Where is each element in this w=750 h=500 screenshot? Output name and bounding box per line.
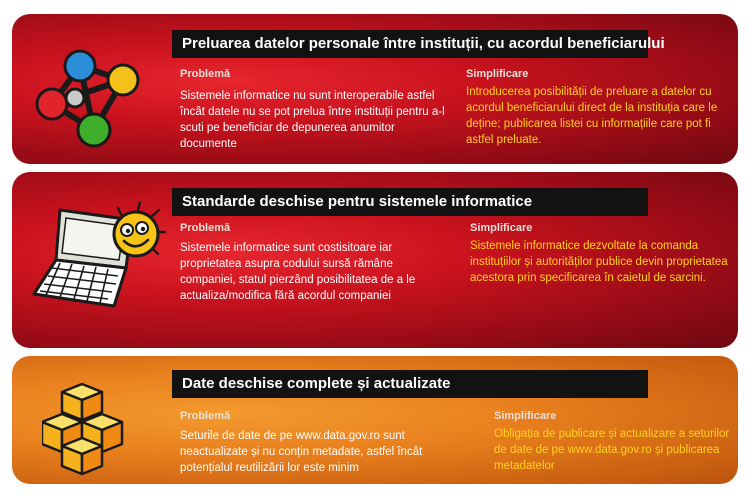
problem-label: Problemă bbox=[180, 222, 231, 234]
molecule-network-icon bbox=[30, 48, 150, 148]
solution-label: Simplificare bbox=[466, 68, 529, 80]
problem-text: Sistemele informatice sunt costisitoare iar proprietatea asupra codului sursă rămâne companiei, statul pierzând posibilitatea de a le actualiza/modifica fără acordul companiei bbox=[180, 242, 416, 302]
section-open-data bbox=[12, 356, 738, 484]
section-open-standards bbox=[12, 172, 738, 348]
section-title: Date deschise complete și actualizate bbox=[172, 370, 648, 398]
problem-label: Problemă bbox=[180, 410, 231, 422]
section-data-sharing bbox=[12, 14, 738, 164]
stacked-cubes-icon bbox=[42, 378, 152, 476]
solution-label: Simplificare bbox=[470, 222, 533, 234]
problem-label: Problemă bbox=[180, 68, 231, 80]
solution-label: Simplificare bbox=[494, 410, 557, 422]
laptop-smiley-icon bbox=[26, 202, 166, 314]
section-title: Standarde deschise pentru sistemele informatice bbox=[172, 188, 648, 216]
problem-text: Sistemele informatice nu sunt interoperabile astfel încât datele nu se pot prelua între instituții pentru a-l scuti pe beneficiar de depunerea anumitor documente bbox=[180, 90, 445, 150]
solution-text: Obligația de publicare și actualizare a seturilor de date de pe www.data.gov.ro și publicarea metadatelor bbox=[494, 428, 730, 472]
section-title: Preluarea datelor personale între instituții, cu acordul beneficiarului bbox=[172, 30, 648, 58]
solution-text: Introducerea posibilității de preluare a datelor cu acordul beneficiarului direct de la instituția care le deține; publicarea listei cu informațiile care pot fi astfel preluate. bbox=[466, 86, 718, 146]
solution-text: Sistemele informatice dezvoltate la comanda instituțiilor și autorităților publice devin proprietatea acestora prin specificarea în caietul de sarcini. bbox=[470, 240, 728, 284]
problem-text: Seturile de date de pe www.data.gov.ro sunt neactualizate și nu conțin metadate, astfel încât potențialul reutilizării lor este minim bbox=[180, 430, 423, 474]
